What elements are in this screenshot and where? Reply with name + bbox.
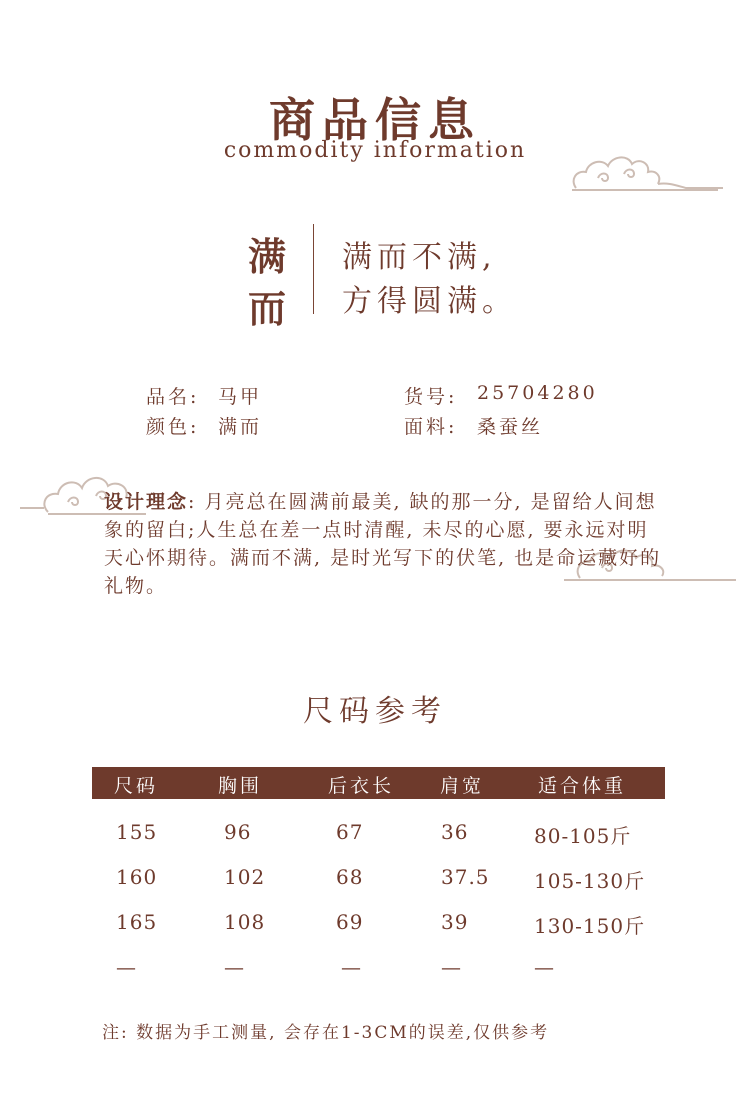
page-title: 商品信息 <box>269 93 481 147</box>
cell-weight: 80-105斤 <box>534 824 632 848</box>
table-row <box>0 865 750 895</box>
cell-shoulder: — <box>441 955 462 979</box>
brand-char-2: 而 <box>248 286 287 331</box>
cell-shoulder: 36 <box>441 820 469 844</box>
cell-size: 165 <box>116 910 158 934</box>
table-row <box>0 955 750 985</box>
cell-back-length: — <box>341 955 362 979</box>
size-chart-title: 尺码参考 <box>303 694 447 729</box>
cell-size: 155 <box>116 820 158 844</box>
cell-back-length: 68 <box>336 865 364 889</box>
cell-chest: — <box>224 955 245 979</box>
design-label: 设计理念 <box>104 491 189 513</box>
size-table-header <box>92 767 665 799</box>
header-shoulder: 肩宽 <box>440 775 485 797</box>
header-back-length: 后衣长 <box>328 775 395 797</box>
cell-shoulder: 39 <box>441 910 469 934</box>
sku-value: 25704280 <box>477 382 598 404</box>
fabric-label: 面料: <box>404 416 458 438</box>
slogan-line-2: 方得圆满。 <box>342 284 517 319</box>
cell-weight: — <box>534 955 555 979</box>
divider-line <box>313 224 314 314</box>
page-subtitle: commodity information <box>223 138 527 163</box>
design-text: : 月亮总在圆满前最美, 缺的那一分, 是留给人间想象的留白;人生总在差一点时清醒, 未尽的心愿, 要永远对明天心怀期待。满而不满, 是时光写下的伏笔, 也是命运藏好的礼物。 <box>104 491 662 597</box>
table-row <box>0 910 750 940</box>
header-chest: 胸围 <box>218 775 263 797</box>
name-value: 马甲 <box>218 386 263 408</box>
cell-size: — <box>116 955 137 979</box>
cell-shoulder: 37.5 <box>441 865 490 889</box>
name-label: 品名: <box>146 386 200 408</box>
measurement-note: 注: 数据为手工测量, 会存在1-3CM的误差,仅供参考 <box>102 1023 550 1043</box>
header-weight: 适合体重 <box>538 775 627 797</box>
slogan-line-1: 满而不满, <box>342 240 497 275</box>
cell-back-length: 67 <box>336 820 364 844</box>
table-row <box>0 820 750 850</box>
color-label: 颜色: <box>146 416 200 438</box>
fabric-value: 桑蚕丝 <box>477 416 544 438</box>
cell-weight: 130-150斤 <box>534 914 646 938</box>
cell-chest: 96 <box>224 820 252 844</box>
sku-label: 货号: <box>404 386 458 408</box>
design-concept <box>104 488 664 600</box>
brand-char-1: 满 <box>248 234 287 279</box>
cell-chest: 108 <box>224 910 266 934</box>
cell-size: 160 <box>116 865 158 889</box>
cell-weight: 105-130斤 <box>534 869 646 893</box>
color-value: 满而 <box>218 416 263 438</box>
cloud-icon <box>568 148 728 196</box>
header-size: 尺码 <box>114 775 159 797</box>
cell-back-length: 69 <box>336 910 364 934</box>
cell-chest: 102 <box>224 865 266 889</box>
